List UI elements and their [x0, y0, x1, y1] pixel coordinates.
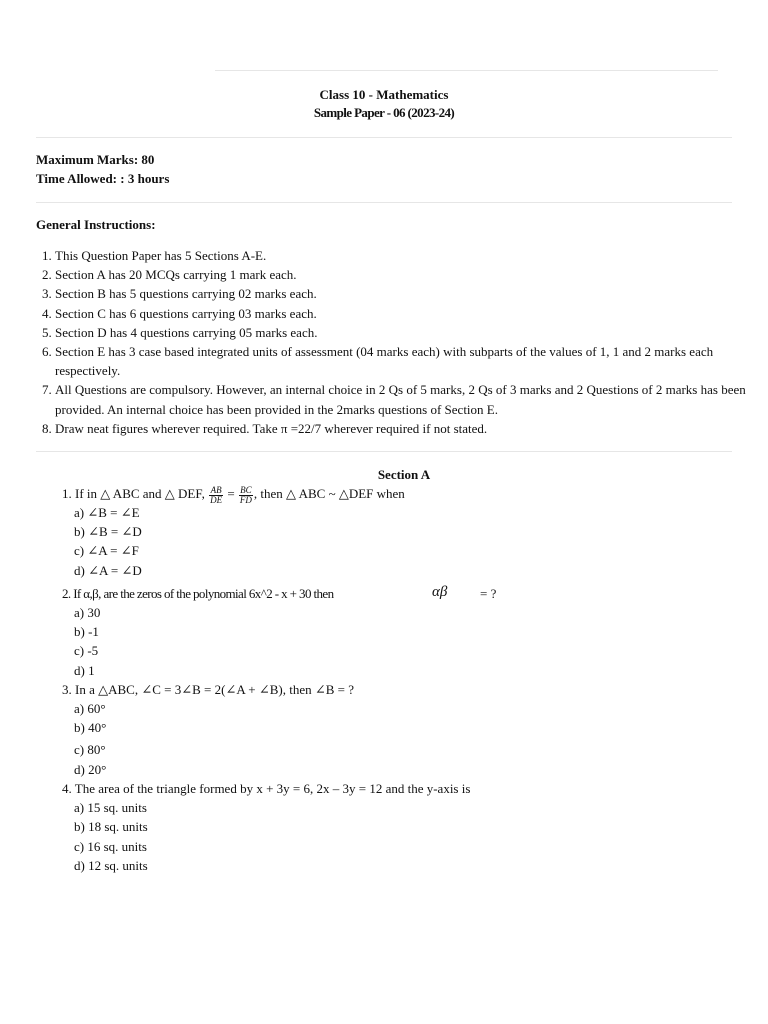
question-1-prefix: 1. If in △ ABC and △ DEF,	[62, 486, 205, 501]
fraction-denominator: DE	[210, 494, 223, 505]
option: c) 16 sq. units	[74, 839, 147, 854]
instruction-item: 5. Section D has 4 questions carrying 05 marks each.	[55, 323, 751, 342]
instructions-heading: General Instructions:	[36, 217, 156, 232]
max-marks: Maximum Marks: 80	[36, 152, 155, 167]
option: a) 60°	[74, 701, 106, 716]
section-a-heading: Section A	[377, 467, 431, 482]
instruction-item: 6. Section E has 3 case based integrated units of assessment (04 marks each) with subparts of the values of 1, 1 and 2 marks each respectively.	[55, 342, 751, 380]
question-1-suffix: , then △ ABC ~ △DEF when	[253, 486, 405, 501]
paper-subtitle: Sample Paper - 06 (2023-24)	[313, 105, 455, 120]
fraction-bc-fd	[239, 486, 253, 505]
option: d) 1	[74, 663, 95, 678]
fraction-ab-de	[209, 486, 223, 505]
option: b) 40°	[74, 720, 107, 735]
instructions-list	[36, 246, 751, 438]
instruction-item: 7. All Questions are compulsory. However, an internal choice in 2 Qs of 5 marks, 2 Qs of 3 marks and 2 Questions of 2 marks has been provided. An internal choice has been provided in the 2marks questions of Section E.	[55, 380, 751, 418]
paper-title: Class 10 - Mathematics	[319, 87, 449, 102]
question-2	[62, 584, 333, 603]
option: d) 20°	[74, 762, 107, 777]
instruction-item: 1. This Question Paper has 5 Sections A-E.	[55, 246, 751, 265]
instruction-item: 2. Section A has 20 MCQs carrying 1 mark each.	[55, 265, 751, 284]
option: c) ∠A = ∠F	[74, 543, 139, 558]
option: c) 80°	[74, 742, 106, 757]
question-4: 4. The area of the triangle formed by x + 3y = 6, 2x – 3y = 12 and the y-axis is	[62, 781, 471, 796]
option: c) -5	[74, 643, 99, 658]
instruction-item: 4. Section C has 6 questions carrying 03 marks each.	[55, 304, 751, 323]
option: a) ∠B = ∠E	[74, 505, 140, 520]
question-1	[62, 484, 405, 505]
instruction-item: 3. Section B has 5 questions carrying 02 marks each.	[55, 284, 751, 303]
option: a) 30	[74, 605, 101, 620]
instruction-item: 8. Draw neat figures wherever required. Take π =22/7 wherever required if not stated.	[55, 419, 751, 438]
option: b) 18 sq. units	[74, 819, 148, 834]
fraction-denominator: FD	[239, 494, 252, 505]
question-3: 3. In a △ABC, ∠C = 3∠B = 2(∠A + ∠B), then ∠B = ?	[62, 682, 355, 697]
option: a) 15 sq. units	[74, 800, 147, 815]
option: d) 12 sq. units	[74, 858, 148, 873]
fraction-numerator: AB	[210, 484, 222, 495]
meta-divider	[36, 202, 732, 203]
option: d) ∠A = ∠D	[74, 563, 142, 578]
header-divider	[36, 137, 732, 138]
equals-sign: =	[227, 486, 235, 501]
time-allowed: Time Allowed: : 3 hours	[36, 171, 170, 186]
top-divider	[215, 70, 718, 71]
fraction-numerator: BC	[240, 484, 252, 495]
option: b) -1	[74, 624, 99, 639]
option: b) ∠B = ∠D	[74, 524, 142, 539]
question-2-prefix: 2. If α,β, are the zeros of the polynomial 6x^2 - x + 30 then	[62, 586, 334, 601]
question-2-suffix: = ?	[480, 586, 497, 601]
instructions-divider	[36, 451, 732, 452]
alpha-beta-expression: αβ	[432, 584, 448, 600]
